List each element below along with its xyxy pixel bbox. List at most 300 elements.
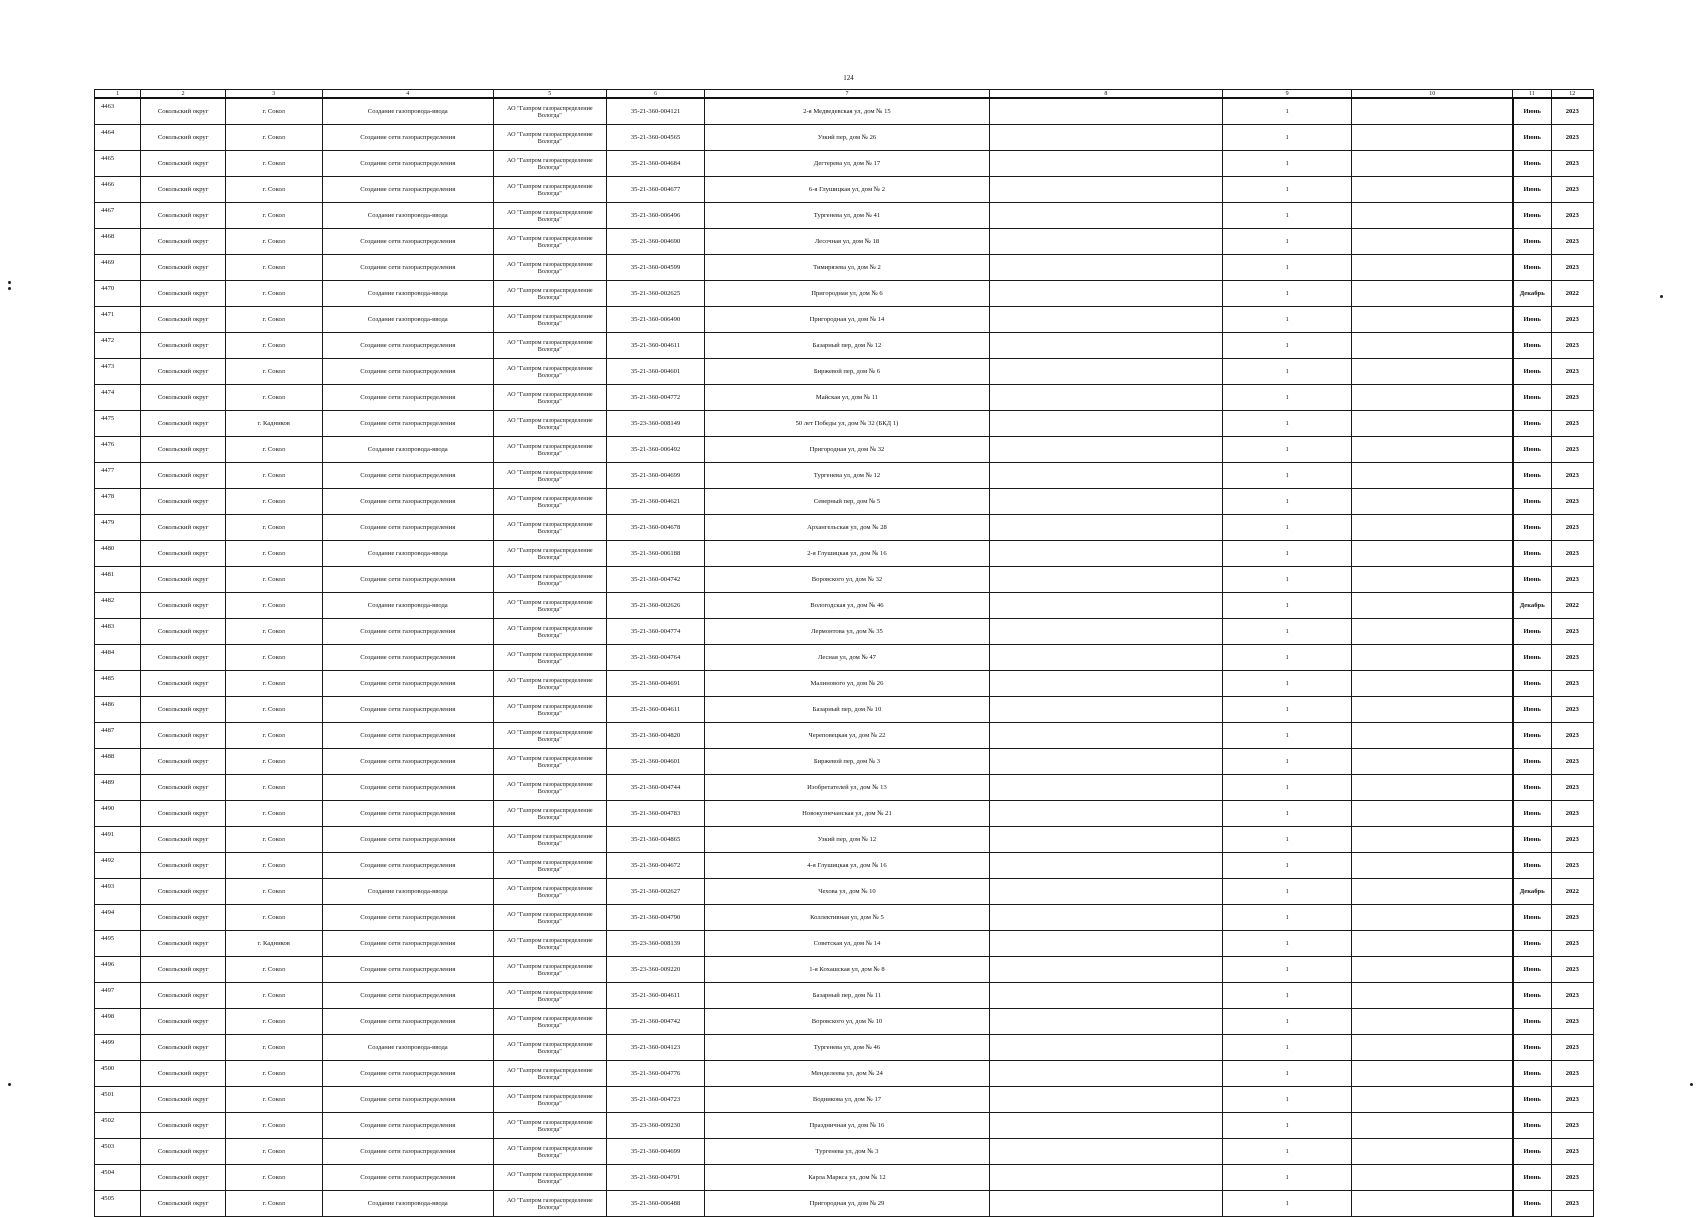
district-cell: Сокольский округ bbox=[141, 1113, 226, 1139]
address-cell: Тимирязева ул, дом № 2 bbox=[705, 255, 989, 281]
quantity-cell: 1 bbox=[1223, 1061, 1352, 1087]
district-cell: Сокольский округ bbox=[141, 489, 226, 515]
district-cell: Сокольский округ bbox=[141, 775, 226, 801]
district-cell: Сокольский округ bbox=[141, 645, 226, 671]
work-type-cell: Создание сети газораспределения bbox=[322, 853, 493, 879]
work-type-cell: Создание газопровода-ввода bbox=[322, 281, 493, 307]
organization-cell: АО "Газпром газораспределение Вологда" bbox=[493, 359, 606, 385]
table-row bbox=[95, 905, 1594, 931]
column-8-cell bbox=[989, 645, 1223, 671]
year-cell: 2023 bbox=[1551, 775, 1593, 801]
row-number: 4466 bbox=[95, 177, 141, 203]
work-type-cell: Создание сети газораспределения bbox=[322, 333, 493, 359]
year-cell: 2023 bbox=[1551, 463, 1593, 489]
column-8-cell bbox=[989, 255, 1223, 281]
year-cell: 2023 bbox=[1551, 1035, 1593, 1061]
address-cell: Тургенева ул, дом № 41 bbox=[705, 203, 989, 229]
month-cell: Июнь bbox=[1513, 125, 1551, 151]
address-cell: Пригородная ул, дом № 29 bbox=[705, 1191, 989, 1217]
district-cell: Сокольский округ bbox=[141, 593, 226, 619]
object-code-cell: 35-21-360-002627 bbox=[606, 879, 705, 905]
work-type-cell: Создание сети газораспределения bbox=[322, 489, 493, 515]
address-cell: Чехова ул, дом № 10 bbox=[705, 879, 989, 905]
city-cell: г. Сокол bbox=[225, 1165, 322, 1191]
work-type-cell: Создание сети газораспределения bbox=[322, 1165, 493, 1191]
row-number: 4473 bbox=[95, 359, 141, 385]
address-cell: Узкий пер, дом № 12 bbox=[705, 827, 989, 853]
year-cell: 2023 bbox=[1551, 151, 1593, 177]
object-code-cell: 35-21-360-004742 bbox=[606, 567, 705, 593]
address-cell: Биржевой пер, дом № 3 bbox=[705, 749, 989, 775]
row-number: 4463 bbox=[95, 98, 141, 125]
table-row bbox=[95, 229, 1594, 255]
organization-cell: АО "Газпром газораспределение Вологда" bbox=[493, 1165, 606, 1191]
year-cell: 2023 bbox=[1551, 541, 1593, 567]
row-number: 4467 bbox=[95, 203, 141, 229]
district-cell: Сокольский округ bbox=[141, 463, 226, 489]
column-8-cell bbox=[989, 671, 1223, 697]
month-cell: Июнь bbox=[1513, 177, 1551, 203]
quantity-cell: 1 bbox=[1223, 1139, 1352, 1165]
month-cell: Июнь bbox=[1513, 749, 1551, 775]
year-cell: 2022 bbox=[1551, 593, 1593, 619]
organization-cell: АО "Газпром газораспределение Вологда" bbox=[493, 125, 606, 151]
column-header: 6 bbox=[606, 90, 705, 99]
table-row bbox=[95, 645, 1594, 671]
quantity-cell: 1 bbox=[1223, 229, 1352, 255]
work-type-cell: Создание газопровода-ввода bbox=[322, 593, 493, 619]
row-number: 4496 bbox=[95, 957, 141, 983]
work-type-cell: Создание газопровода-ввода bbox=[322, 98, 493, 125]
column-10-cell bbox=[1352, 567, 1513, 593]
column-8-cell bbox=[989, 333, 1223, 359]
column-10-cell bbox=[1352, 697, 1513, 723]
row-number: 4487 bbox=[95, 723, 141, 749]
object-code-cell: 35-21-360-004699 bbox=[606, 463, 705, 489]
quantity-cell: 1 bbox=[1223, 1035, 1352, 1061]
table-row bbox=[95, 957, 1594, 983]
district-cell: Сокольский округ bbox=[141, 931, 226, 957]
row-number: 4481 bbox=[95, 567, 141, 593]
column-10-cell bbox=[1352, 749, 1513, 775]
quantity-cell: 1 bbox=[1223, 645, 1352, 671]
organization-cell: АО "Газпром газораспределение Вологда" bbox=[493, 229, 606, 255]
work-type-cell: Создание сети газораспределения bbox=[322, 151, 493, 177]
quantity-cell: 1 bbox=[1223, 1113, 1352, 1139]
organization-cell: АО "Газпром газораспределение Вологда" bbox=[493, 957, 606, 983]
month-cell: Июнь bbox=[1513, 489, 1551, 515]
quantity-cell: 1 bbox=[1223, 853, 1352, 879]
organization-cell: АО "Газпром газораспределение Вологда" bbox=[493, 931, 606, 957]
organization-cell: АО "Газпром газораспределение Вологда" bbox=[493, 1035, 606, 1061]
district-cell: Сокольский округ bbox=[141, 203, 226, 229]
table-row bbox=[95, 801, 1594, 827]
address-cell: Новокузнечанская ул, дом № 21 bbox=[705, 801, 989, 827]
city-cell: г. Сокол bbox=[225, 801, 322, 827]
organization-cell: АО "Газпром газораспределение Вологда" bbox=[493, 749, 606, 775]
organization-cell: АО "Газпром газораспределение Вологда" bbox=[493, 645, 606, 671]
column-8-cell bbox=[989, 1035, 1223, 1061]
work-type-cell: Создание газопровода-ввода bbox=[322, 1035, 493, 1061]
column-8-cell bbox=[989, 879, 1223, 905]
row-number: 4475 bbox=[95, 411, 141, 437]
month-cell: Июнь bbox=[1513, 333, 1551, 359]
city-cell: г. Сокол bbox=[225, 879, 322, 905]
column-8-cell bbox=[989, 1009, 1223, 1035]
table-row bbox=[95, 1035, 1594, 1061]
district-cell: Сокольский округ bbox=[141, 1009, 226, 1035]
year-cell: 2023 bbox=[1551, 437, 1593, 463]
month-cell: Июнь bbox=[1513, 983, 1551, 1009]
object-code-cell: 35-21-360-004599 bbox=[606, 255, 705, 281]
year-cell: 2023 bbox=[1551, 671, 1593, 697]
month-cell: Июнь bbox=[1513, 775, 1551, 801]
column-8-cell bbox=[989, 801, 1223, 827]
quantity-cell: 1 bbox=[1223, 307, 1352, 333]
column-10-cell bbox=[1352, 827, 1513, 853]
work-type-cell: Создание сети газораспределения bbox=[322, 359, 493, 385]
month-cell: Июнь bbox=[1513, 307, 1551, 333]
district-cell: Сокольский округ bbox=[141, 125, 226, 151]
city-cell: г. Сокол bbox=[225, 203, 322, 229]
address-cell: Базарный пер, дом № 11 bbox=[705, 983, 989, 1009]
organization-cell: АО "Газпром газораспределение Вологда" bbox=[493, 281, 606, 307]
city-cell: г. Сокол bbox=[225, 307, 322, 333]
column-10-cell bbox=[1352, 489, 1513, 515]
district-cell: Сокольский округ bbox=[141, 853, 226, 879]
district-cell: Сокольский округ bbox=[141, 1035, 226, 1061]
month-cell: Июнь bbox=[1513, 801, 1551, 827]
object-code-cell: 35-21-360-006188 bbox=[606, 541, 705, 567]
city-cell: г. Сокол bbox=[225, 1113, 322, 1139]
column-8-cell bbox=[989, 1139, 1223, 1165]
column-8-cell bbox=[989, 749, 1223, 775]
quantity-cell: 1 bbox=[1223, 333, 1352, 359]
column-8-cell bbox=[989, 98, 1223, 125]
district-cell: Сокольский округ bbox=[141, 1139, 226, 1165]
year-cell: 2023 bbox=[1551, 1165, 1593, 1191]
work-type-cell: Создание сети газораспределения bbox=[322, 1087, 493, 1113]
work-type-cell: Создание сети газораспределения bbox=[322, 411, 493, 437]
city-cell: г. Сокол bbox=[225, 1009, 322, 1035]
district-cell: Сокольский округ bbox=[141, 281, 226, 307]
address-cell: Северный пер, дом № 5 bbox=[705, 489, 989, 515]
quantity-cell: 1 bbox=[1223, 879, 1352, 905]
column-8-cell bbox=[989, 1113, 1223, 1139]
work-type-cell: Создание газопровода-ввода bbox=[322, 541, 493, 567]
year-cell: 2023 bbox=[1551, 983, 1593, 1009]
month-cell: Июнь bbox=[1513, 697, 1551, 723]
year-cell: 2022 bbox=[1551, 281, 1593, 307]
city-cell: г. Сокол bbox=[225, 1139, 322, 1165]
table-row bbox=[95, 1009, 1594, 1035]
column-header: 11 bbox=[1513, 90, 1551, 99]
column-header: 4 bbox=[322, 90, 493, 99]
column-header: 9 bbox=[1223, 90, 1352, 99]
city-cell: г. Сокол bbox=[225, 645, 322, 671]
organization-cell: АО "Газпром газораспределение Вологда" bbox=[493, 983, 606, 1009]
column-10-cell bbox=[1352, 1191, 1513, 1217]
quantity-cell: 1 bbox=[1223, 567, 1352, 593]
month-cell: Июнь bbox=[1513, 255, 1551, 281]
address-cell: 4-я Глушицкая ул, дом № 16 bbox=[705, 853, 989, 879]
work-type-cell: Создание сети газораспределения bbox=[322, 671, 493, 697]
row-number: 4499 bbox=[95, 1035, 141, 1061]
header-row bbox=[95, 90, 1594, 99]
year-cell: 2023 bbox=[1551, 307, 1593, 333]
column-10-cell bbox=[1352, 437, 1513, 463]
row-number: 4501 bbox=[95, 1087, 141, 1113]
district-cell: Сокольский округ bbox=[141, 905, 226, 931]
column-8-cell bbox=[989, 697, 1223, 723]
column-header: 1 bbox=[95, 90, 141, 99]
district-cell: Сокольский округ bbox=[141, 957, 226, 983]
quantity-cell: 1 bbox=[1223, 411, 1352, 437]
column-10-cell bbox=[1352, 177, 1513, 203]
column-10-cell bbox=[1352, 931, 1513, 957]
column-10-cell bbox=[1352, 515, 1513, 541]
column-10-cell bbox=[1352, 229, 1513, 255]
object-code-cell: 35-21-360-004772 bbox=[606, 385, 705, 411]
address-cell: Тургенева ул, дом № 12 bbox=[705, 463, 989, 489]
column-8-cell bbox=[989, 281, 1223, 307]
quantity-cell: 1 bbox=[1223, 203, 1352, 229]
organization-cell: АО "Газпром газораспределение Вологда" bbox=[493, 671, 606, 697]
column-8-cell bbox=[989, 827, 1223, 853]
row-number: 4472 bbox=[95, 333, 141, 359]
row-number: 4483 bbox=[95, 619, 141, 645]
organization-cell: АО "Газпром газораспределение Вологда" bbox=[493, 593, 606, 619]
quantity-cell: 1 bbox=[1223, 775, 1352, 801]
city-cell: г. Сокол bbox=[225, 1035, 322, 1061]
district-cell: Сокольский округ bbox=[141, 671, 226, 697]
organization-cell: АО "Газпром газораспределение Вологда" bbox=[493, 1061, 606, 1087]
table-row bbox=[95, 593, 1594, 619]
column-header: 2 bbox=[141, 90, 226, 99]
month-cell: Июнь bbox=[1513, 1113, 1551, 1139]
city-cell: г. Сокол bbox=[225, 1191, 322, 1217]
address-cell: Коллективная ул, дом № 5 bbox=[705, 905, 989, 931]
column-8-cell bbox=[989, 983, 1223, 1009]
year-cell: 2023 bbox=[1551, 125, 1593, 151]
month-cell: Июнь bbox=[1513, 567, 1551, 593]
address-cell: Пригородная ул, дом № 6 bbox=[705, 281, 989, 307]
column-10-cell bbox=[1352, 1061, 1513, 1087]
column-10-cell bbox=[1352, 255, 1513, 281]
column-10-cell bbox=[1352, 853, 1513, 879]
object-code-cell: 35-21-360-006496 bbox=[606, 203, 705, 229]
district-cell: Сокольский округ bbox=[141, 385, 226, 411]
object-code-cell: 35-21-360-004791 bbox=[606, 1165, 705, 1191]
column-10-cell bbox=[1352, 879, 1513, 905]
city-cell: г. Кадников bbox=[225, 931, 322, 957]
address-cell: Воровского ул, дом № 32 bbox=[705, 567, 989, 593]
year-cell: 2023 bbox=[1551, 203, 1593, 229]
district-cell: Сокольский округ bbox=[141, 333, 226, 359]
row-number: 4470 bbox=[95, 281, 141, 307]
year-cell: 2023 bbox=[1551, 749, 1593, 775]
work-type-cell: Создание сети газораспределения bbox=[322, 1061, 493, 1087]
address-cell: Лермонтова ул, дом № 35 bbox=[705, 619, 989, 645]
month-cell: Июнь bbox=[1513, 98, 1551, 125]
month-cell: Июнь bbox=[1513, 359, 1551, 385]
row-number: 4477 bbox=[95, 463, 141, 489]
column-8-cell bbox=[989, 489, 1223, 515]
quantity-cell: 1 bbox=[1223, 359, 1352, 385]
month-cell: Июнь bbox=[1513, 437, 1551, 463]
column-10-cell bbox=[1352, 359, 1513, 385]
scan-speck bbox=[1690, 1083, 1693, 1086]
object-code-cell: 35-21-360-004776 bbox=[606, 1061, 705, 1087]
row-number: 4464 bbox=[95, 125, 141, 151]
object-code-cell: 35-21-360-006490 bbox=[606, 307, 705, 333]
object-code-cell: 35-21-360-004611 bbox=[606, 697, 705, 723]
column-header: 3 bbox=[225, 90, 322, 99]
city-cell: г. Сокол bbox=[225, 671, 322, 697]
table-row bbox=[95, 931, 1594, 957]
district-cell: Сокольский округ bbox=[141, 229, 226, 255]
district-cell: Сокольский округ bbox=[141, 1165, 226, 1191]
column-8-cell bbox=[989, 177, 1223, 203]
year-cell: 2023 bbox=[1551, 255, 1593, 281]
address-cell: Праздничная ул, дом № 16 bbox=[705, 1113, 989, 1139]
row-number: 4469 bbox=[95, 255, 141, 281]
row-number: 4468 bbox=[95, 229, 141, 255]
organization-cell: АО "Газпром газораспределение Вологда" bbox=[493, 411, 606, 437]
year-cell: 2023 bbox=[1551, 827, 1593, 853]
table-row bbox=[95, 307, 1594, 333]
column-8-cell bbox=[989, 567, 1223, 593]
row-number: 4490 bbox=[95, 801, 141, 827]
table-row bbox=[95, 255, 1594, 281]
object-code-cell: 35-21-360-004790 bbox=[606, 905, 705, 931]
district-cell: Сокольский округ bbox=[141, 801, 226, 827]
column-10-cell bbox=[1352, 98, 1513, 125]
year-cell: 2023 bbox=[1551, 1113, 1593, 1139]
column-8-cell bbox=[989, 463, 1223, 489]
district-cell: Сокольский округ bbox=[141, 1061, 226, 1087]
column-10-cell bbox=[1352, 385, 1513, 411]
month-cell: Июнь bbox=[1513, 1087, 1551, 1113]
work-type-cell: Создание сети газораспределения bbox=[322, 619, 493, 645]
month-cell: Июнь bbox=[1513, 1191, 1551, 1217]
row-number: 4492 bbox=[95, 853, 141, 879]
organization-cell: АО "Газпром газораспределение Вологда" bbox=[493, 567, 606, 593]
column-header: 12 bbox=[1551, 90, 1593, 99]
scan-speck bbox=[8, 287, 11, 290]
column-10-cell bbox=[1352, 281, 1513, 307]
work-type-cell: Создание сети газораспределения bbox=[322, 515, 493, 541]
column-10-cell bbox=[1352, 801, 1513, 827]
table-row bbox=[95, 177, 1594, 203]
scan-speck bbox=[8, 281, 11, 284]
organization-cell: АО "Газпром газораспределение Вологда" bbox=[493, 177, 606, 203]
address-cell: 2-я Глушицкая ул, дом № 16 bbox=[705, 541, 989, 567]
column-10-cell bbox=[1352, 203, 1513, 229]
column-8-cell bbox=[989, 775, 1223, 801]
row-number: 4484 bbox=[95, 645, 141, 671]
work-type-cell: Создание сети газораспределения bbox=[322, 827, 493, 853]
city-cell: г. Сокол bbox=[225, 723, 322, 749]
year-cell: 2023 bbox=[1551, 229, 1593, 255]
year-cell: 2023 bbox=[1551, 905, 1593, 931]
address-cell: Тургенева ул, дом № 46 bbox=[705, 1035, 989, 1061]
table-row bbox=[95, 671, 1594, 697]
table-row bbox=[95, 1061, 1594, 1087]
year-cell: 2023 bbox=[1551, 957, 1593, 983]
column-8-cell bbox=[989, 853, 1223, 879]
organization-cell: АО "Газпром газораспределение Вологда" bbox=[493, 463, 606, 489]
district-cell: Сокольский округ bbox=[141, 411, 226, 437]
month-cell: Июнь bbox=[1513, 671, 1551, 697]
table-row bbox=[95, 775, 1594, 801]
quantity-cell: 1 bbox=[1223, 1191, 1352, 1217]
month-cell: Июнь bbox=[1513, 723, 1551, 749]
year-cell: 2023 bbox=[1551, 515, 1593, 541]
column-10-cell bbox=[1352, 645, 1513, 671]
work-type-cell: Создание сети газораспределения bbox=[322, 125, 493, 151]
column-8-cell bbox=[989, 437, 1223, 463]
table-row bbox=[95, 411, 1594, 437]
address-cell: Пригородная ул, дом № 14 bbox=[705, 307, 989, 333]
column-8-cell bbox=[989, 723, 1223, 749]
object-code-cell: 35-21-360-004611 bbox=[606, 333, 705, 359]
organization-cell: АО "Газпром газораспределение Вологда" bbox=[493, 853, 606, 879]
column-8-cell bbox=[989, 541, 1223, 567]
column-8-cell bbox=[989, 593, 1223, 619]
quantity-cell: 1 bbox=[1223, 385, 1352, 411]
year-cell: 2023 bbox=[1551, 359, 1593, 385]
row-number: 4498 bbox=[95, 1009, 141, 1035]
organization-cell: АО "Газпром газораспределение Вологда" bbox=[493, 1113, 606, 1139]
row-number: 4497 bbox=[95, 983, 141, 1009]
column-header: 7 bbox=[705, 90, 989, 99]
table-row bbox=[95, 619, 1594, 645]
year-cell: 2023 bbox=[1551, 567, 1593, 593]
column-10-cell bbox=[1352, 411, 1513, 437]
table-row bbox=[95, 749, 1594, 775]
quantity-cell: 1 bbox=[1223, 957, 1352, 983]
column-10-cell bbox=[1352, 541, 1513, 567]
year-cell: 2023 bbox=[1551, 619, 1593, 645]
quantity-cell: 1 bbox=[1223, 151, 1352, 177]
city-cell: г. Сокол bbox=[225, 463, 322, 489]
address-cell: 6-я Глушицкая ул, дом № 2 bbox=[705, 177, 989, 203]
column-10-cell bbox=[1352, 463, 1513, 489]
column-8-cell bbox=[989, 411, 1223, 437]
row-number: 4471 bbox=[95, 307, 141, 333]
column-10-cell bbox=[1352, 1165, 1513, 1191]
column-8-cell bbox=[989, 359, 1223, 385]
column-header: 8 bbox=[989, 90, 1223, 99]
month-cell: Июнь bbox=[1513, 463, 1551, 489]
address-cell: Майская ул, дом № 11 bbox=[705, 385, 989, 411]
organization-cell: АО "Газпром газораспределение Вологда" bbox=[493, 437, 606, 463]
year-cell: 2023 bbox=[1551, 333, 1593, 359]
month-cell: Июнь bbox=[1513, 1165, 1551, 1191]
object-code-cell: 35-21-360-004783 bbox=[606, 801, 705, 827]
month-cell: Июнь bbox=[1513, 203, 1551, 229]
address-cell: 50 лет Победы ул, дом № 32 (БКД 1) bbox=[705, 411, 989, 437]
month-cell: Июнь bbox=[1513, 515, 1551, 541]
organization-cell: АО "Газпром газораспределение Вологда" bbox=[493, 541, 606, 567]
column-10-cell bbox=[1352, 1113, 1513, 1139]
city-cell: г. Сокол bbox=[225, 125, 322, 151]
table-row bbox=[95, 567, 1594, 593]
organization-cell: АО "Газпром газораспределение Вологда" bbox=[493, 775, 606, 801]
district-cell: Сокольский округ bbox=[141, 359, 226, 385]
year-cell: 2023 bbox=[1551, 385, 1593, 411]
